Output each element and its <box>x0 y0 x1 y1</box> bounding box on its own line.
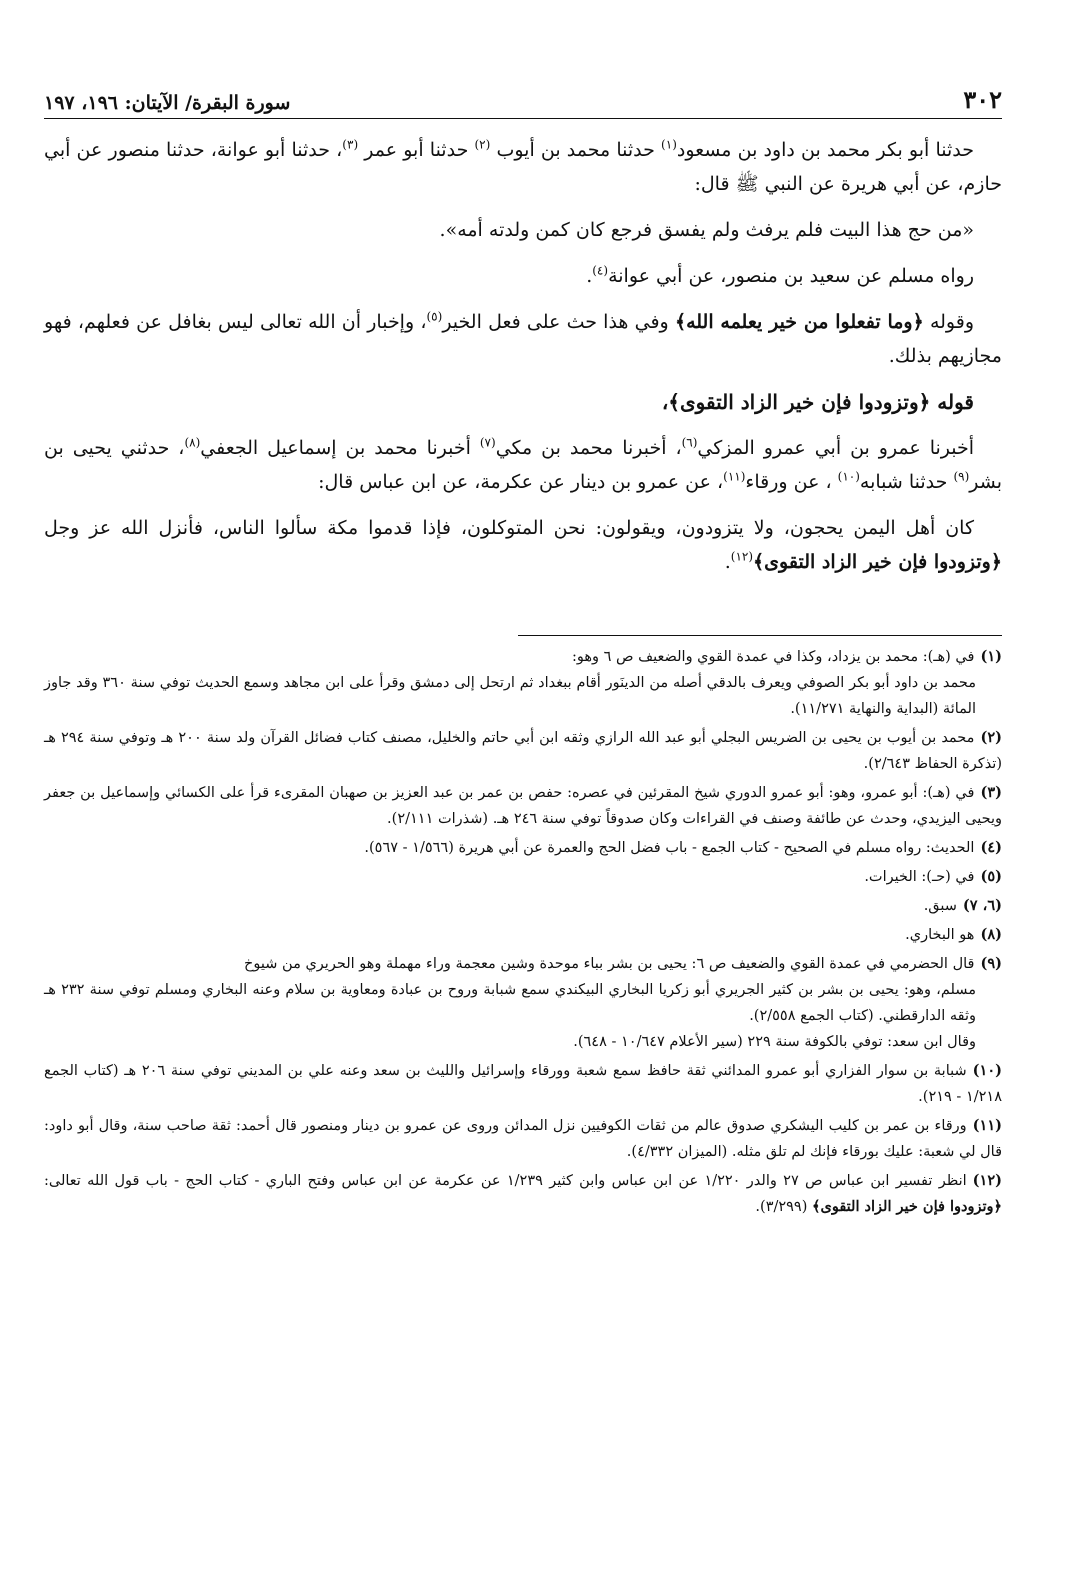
footnote-ref: (٣) <box>342 137 359 152</box>
footnote-ref: (٩) <box>953 469 970 484</box>
document-page <box>44 78 1002 1223</box>
text-run: رواه مسلم عن سعيد بن منصور، عن أبي عوانة <box>608 265 974 287</box>
text-run: ، حدثنا أبو عوانة، حدثنا منصور عن أبي حازم، عن أبي هريرة عن النبي ﷺ قال: <box>44 139 1002 195</box>
footnote-ref: (١٠) <box>837 469 860 484</box>
footnote-number: (٩) <box>980 955 1002 972</box>
footnote-11 <box>44 1113 1002 1165</box>
footnote-number: (٥) <box>980 868 1002 885</box>
footnote-text: قال الحضرمي في عمدة القوي والضعيف ص ٦: يحيى بن بشر بباء موحدة وشين معجمة وراء مهملة وهو الحريري من شيوخ <box>244 956 975 972</box>
footnote-number: (١٠) <box>972 1062 1002 1079</box>
footnote-ref: (٢) <box>474 137 491 152</box>
footnote-number: (٢) <box>980 729 1002 746</box>
text-run: حدثنا محمد بن أيوب <box>490 139 662 161</box>
text-run: حدثنا شبابه <box>859 471 954 493</box>
footnote-ref: (٤) <box>592 263 609 278</box>
footnote-ref: (١٢) <box>730 549 754 564</box>
footnote-10 <box>44 1058 1002 1110</box>
footnote-ref: (١١) <box>723 469 746 484</box>
page-number: ٣٠٢ <box>963 85 1002 114</box>
text-run: حدثنا أبو بكر محمد بن داود بن مسعود <box>676 139 974 161</box>
footnote-number: (١٢) <box>972 1172 1002 1189</box>
footnote-number: (٣) <box>980 784 1002 801</box>
text-run: وفي هذا حث على فعل الخير <box>442 311 675 333</box>
quran-quote: ﴿وتزودوا فإن خير الزاد التقوى﴾ <box>812 1198 1002 1215</box>
footnote-number: (٦، ٧) <box>962 897 1002 914</box>
footnote-4 <box>44 835 1002 861</box>
footnote-ref: (٥) <box>426 309 443 324</box>
footnote-number: (١) <box>980 648 1002 665</box>
footnote-text: محمد بن داود أبو بكر الصوفي ويعرف بالدقي أصله من الدينَور أقام ببغداد ثم ارتحل إلى دمشق وقرأ على ابن مجاهد وسمع الحديث توفي سنة ٣٦٠ وقد جاوز المائة (البداية والنهاية ١١/٢٧١). <box>44 675 976 717</box>
quran-quote: ﴿وتزودوا فإن خير الزاد التقوى﴾ <box>753 551 1002 573</box>
paragraph-commentary <box>44 305 1002 373</box>
footnote-text: في (حـ): الخيرات. <box>864 869 975 885</box>
footnote-1 <box>44 644 1002 722</box>
footnote-9 <box>44 951 1002 1055</box>
text-run: . <box>586 265 593 287</box>
footnote-number: (١١) <box>972 1117 1002 1134</box>
footnote-number: (٨) <box>980 926 1002 943</box>
spacer <box>44 591 1002 635</box>
paragraph-report <box>44 511 1002 579</box>
text-run: ، حدثني يحيى بن بشر <box>44 437 1002 493</box>
text-run: ، عن ورقاء <box>745 471 838 493</box>
footnote-ref: (٨) <box>184 435 201 450</box>
text-run: وقوله <box>923 311 974 333</box>
running-header <box>44 78 1002 119</box>
paragraph-isnad-2 <box>44 431 1002 499</box>
footnote-text: في (هـ): أبو عمرو، وهو: أبو عمرو الدوري شيخ المقرئين في عصره: حفص بن عمر بن عبد العزيز بن صهبان المقرىء قرأ على الكسائي وإسماعيل بن جعفر ويحيى اليزيدي، وحدث عن طائفة وصنف في القراءات وكان صدوقاً توفي سنة ٢٤٦ هـ. (شذرات ٢/١١١). <box>44 785 1002 827</box>
quran-quote: ﴿وما تفعلوا من خير يعلمه الله﴾ <box>674 311 924 333</box>
footnote-text: (٣/٢٩٩). <box>755 1199 813 1215</box>
footnote-3 <box>44 780 1002 832</box>
footnote-ref: (٦) <box>681 435 698 450</box>
footnote-text: مسلم، وهو: يحيى بن بشر بن كثير الجريري أبو زكريا البخاري البيكندي سمع شبابة وروح بن عبادة ومعاوية بن سلام وعنه البخاري ومسلم توفي سنة ٢٣٢ هـ وثقه الدارقطني. (كتاب الجمع ٢/٥٥٨). <box>44 982 976 1024</box>
footnote-text: محمد بن أيوب بن يحيى بن الضريس البجلي أبو عبد الله الرازي وثقه ابن أبي حاتم والخليل، مصنف كتاب فضائل القرآن ولد سنة ٢٠٠ هـ وتوفي سنة ٢٩٤ هـ (تذكرة الحفاظ ٢/٦٤٣). <box>44 730 1002 772</box>
text-run: . <box>724 551 731 573</box>
text-run: حدثنا أبو عمر <box>358 139 475 161</box>
main-text <box>44 133 1002 579</box>
footnote-text: الحديث: رواه مسلم في الصحيح - كتاب الجمع - باب فضل الحج والعمرة عن أبي هريرة (١/٥٦٦ - ٥٦٧). <box>364 840 975 856</box>
footnote-ref: (١) <box>661 137 677 152</box>
text-run: كان أهل اليمن يحجون، ولا يتزودون، ويقولون: نحن المتوكلون، فإذا قدموا مكة سألوا الناس، فأنزل الله عز وجل <box>44 517 974 539</box>
footnote-6-7 <box>44 893 1002 919</box>
text-run: أخبرنا محمد بن إسماعيل الجعفي <box>200 437 480 459</box>
surah-title: سورة البقرة/ الآيتان: ١٩٦، ١٩٧ <box>44 92 291 114</box>
text-run: ، أخبرنا محمد بن مكي <box>495 437 682 459</box>
paragraph-isnad-1 <box>44 133 1002 201</box>
footnote-divider <box>518 635 1002 636</box>
footnote-text: سبق. <box>923 898 957 914</box>
paragraph-narration <box>44 259 1002 293</box>
footnote-8 <box>44 922 1002 948</box>
footnote-text: ورقاء بن عمر بن كليب اليشكري صدوق عالم من ثقات الكوفيين نزل المدائن وروى عن عمرو بن دينار ومنصور قال أحمد: ثقة صاحب سنة، وقال أبو داود: قال لي شعبة: عليك بورقاء فإنك لم تلق مثله. (الميزان ٤/٣٣٢). <box>44 1118 1002 1160</box>
text-run: أخبرنا عمرو بن أبي عمرو المزكي <box>697 437 975 459</box>
text-run: ، عن عمرو بن دينار عن عكرمة، عن ابن عباس قال: <box>318 471 724 493</box>
footnote-text: في (هـ): محمد بن يزداد، وكذا في عمدة القوي والضعيف ص ٦ وهو: <box>571 649 975 665</box>
paragraph-hadith: «من حج هذا البيت فلم يرفث ولم يفسق فرجع كان كمن ولدته أمه». <box>439 219 974 241</box>
footnote-ref: (٧) <box>479 435 496 450</box>
footnote-number: (٤) <box>980 839 1002 856</box>
text-run: ، وإخبار أن الله تعالى ليس بغافل عن فعلهم، فهو مجازيهم بذلك. <box>44 311 1002 367</box>
footnote-text: شبابة بن سوار الفزاري أبو عمرو المدائني ثقة حافظ سمع شعبة وورقاء وإسرائيل والليث بن سعد وعنه علي بن المديني توفي سنة ٢٠٦ هـ (كتاب الجمع ١/٢١٨ - ٢١٩). <box>44 1063 1002 1105</box>
footnote-12 <box>44 1168 1002 1220</box>
footnote-text: انظر تفسير ابن عباس ص ٢٧ والدر ١/٢٢٠ عن ابن عباس وابن كثير ١/٢٣٩ عن عكرمة عن ابن عباس وفتح الباري - كتاب الحج - باب قول الله تعالى: <box>44 1173 967 1189</box>
section-heading: قوله ﴿وتزودوا فإن خير الزاد التقوى﴾، <box>661 390 974 414</box>
footnote-2 <box>44 725 1002 777</box>
footnote-text: وقال ابن سعد: توفي بالكوفة سنة ٢٢٩ (سير الأعلام ١٠/٦٤٧ - ٦٤٨). <box>573 1034 976 1050</box>
footnotes <box>44 644 1002 1220</box>
footnote-5 <box>44 864 1002 890</box>
footnote-text: هو البخاري. <box>905 927 975 943</box>
